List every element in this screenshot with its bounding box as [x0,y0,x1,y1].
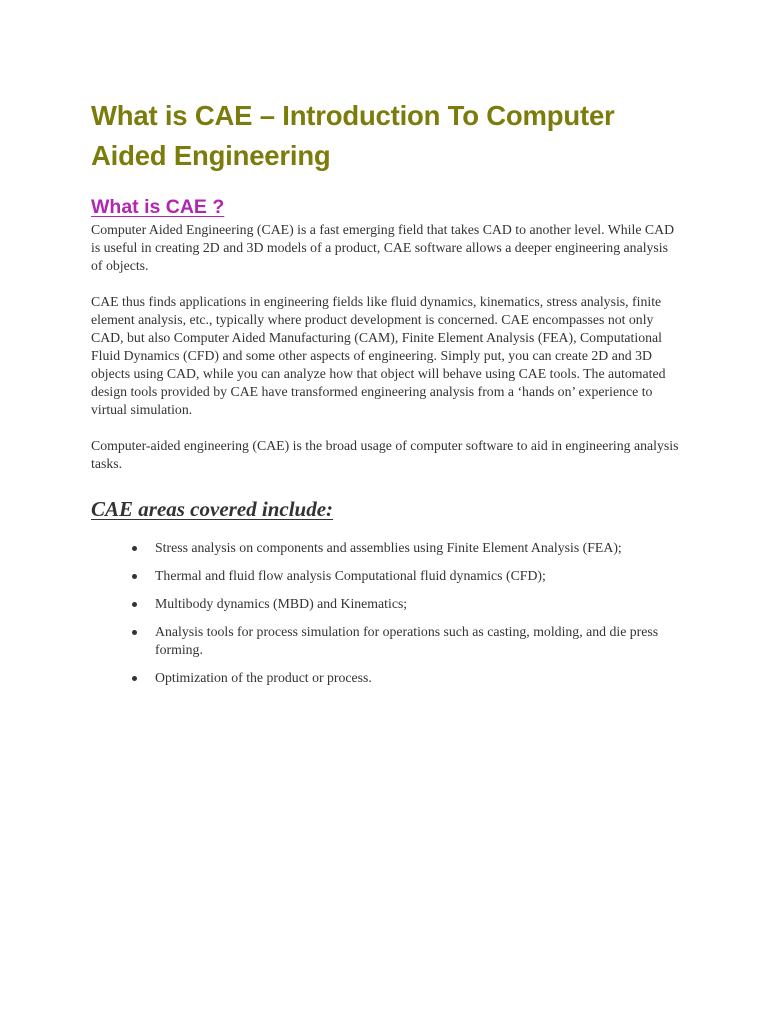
list-item [91,595,681,613]
list-item [91,567,681,585]
bullet-dot-icon [132,574,137,579]
intro-paragraph: Computer Aided Engineering (CAE) is a fast emerging field that takes CAD to another level. While CAD is useful in creating 2D and 3D models of a product, CAE software allows a deeper engineering analysis of objects. [91,222,675,273]
bullet-dot-icon [132,602,137,607]
areas-heading: CAE areas covered include: [91,497,334,521]
list-item-text: Thermal and fluid flow analysis Computational fluid dynamics (CFD); [155,568,546,583]
bullet-dot-icon [132,630,137,635]
page-title: What is CAE – Introduction To Computer Aided Engineering [91,100,615,171]
article-content [91,96,681,697]
list-item [91,539,681,557]
bullet-dot-icon [132,546,137,551]
applications-paragraph: CAE thus finds applications in engineering fields like fluid dynamics, kinematics, stress analysis, finite element analysis, etc., typically where product development is concerned. CAE encompasses not only CAD, but also Computer Aided Manufacturing (CAM), Finite Element Analysis (FEA), Computational Fluid Dynamics (CFD) and some other aspects of engineering. Simply put, you can create 2D and 3D objects using CAD, while you can analyze how that object will behave using CAE tools. The automated design tools provided by CAE have transformed engineering analysis from a ‘hands on’ experience to virtual simulation. [91,294,666,417]
list-item-text: Analysis tools for process simulation for operations such as casting, molding, and die press forming. [155,624,659,657]
section-heading-what-is-cae: What is CAE ? [91,196,225,218]
list-item [91,623,681,659]
list-item [91,669,681,687]
list-item-text: Optimization of the product or process. [155,670,372,685]
list-item-text: Multibody dynamics (MBD) and Kinematics; [155,596,408,611]
list-item-text: Stress analysis on components and assemblies using Finite Element Analysis (FEA); [155,540,622,555]
areas-list [91,539,681,687]
bullet-dot-icon [132,676,137,681]
definition-paragraph: Computer-aided engineering (CAE) is the broad usage of computer software to aid in engineering analysis tasks. [91,438,679,471]
